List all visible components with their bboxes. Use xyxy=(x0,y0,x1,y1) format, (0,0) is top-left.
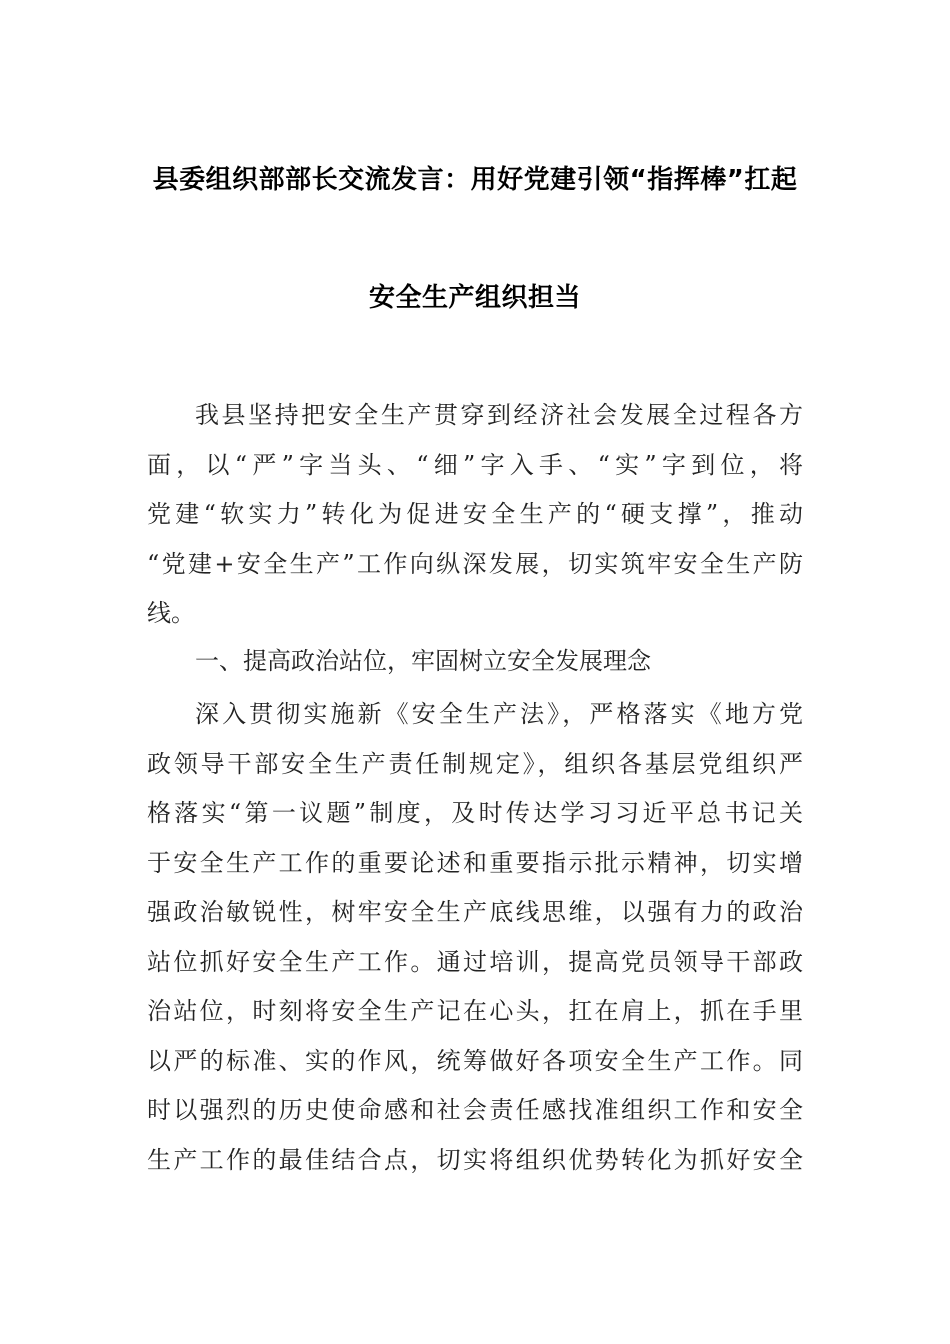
document-title-line-1: 县委组织部部长交流发言：用好党建引领“指挥棒”扛起 xyxy=(152,165,798,195)
paragraph-line: 政领导干部安全生产责任制规定》，组织各基层党组织严 xyxy=(147,749,803,778)
paragraph-line: “党建+安全生产”工作向纵深发展，切实筑牢安全生产防 xyxy=(147,549,803,578)
paragraph-line: 时以强烈的历史使命感和社会责任感找准组织工作和安全 xyxy=(147,1096,803,1124)
document-title-line-2: 安全生产组织担当 xyxy=(368,283,581,313)
paragraph-line: 党建“软实力”转化为促进安全生产的“硬支撑”，推动 xyxy=(147,500,803,528)
section-heading-1 xyxy=(147,637,803,687)
paragraph-line: 站位抓好安全生产工作。通过培训，提高党员领导干部政 xyxy=(147,947,803,976)
intro-paragraph xyxy=(147,391,803,639)
paragraph-line: 面，以“严”字当头、“细”字入手、“实”字到位，将 xyxy=(147,450,803,479)
section-heading-text: 一、提高政治站位，牢固树立安全发展理念 xyxy=(195,647,651,675)
paragraph-line: 格落实“第一议题”制度，及时传达学习习近平总书记关 xyxy=(147,799,803,827)
section-1-paragraph xyxy=(147,690,803,1185)
paragraph-line: 于安全生产工作的重要论述和重要指示批示精神，切实增 xyxy=(147,848,803,877)
paragraph-line: 生产工作的最佳结合点，切实将组织优势转化为抓好安全 xyxy=(147,1145,803,1174)
paragraph-line: 治站位，时刻将安全生产记在心头，扛在肩上，抓在手里 xyxy=(147,997,803,1025)
paragraph-line: 以严的标准、实的作风，统筹做好各项安全生产工作。同 xyxy=(147,1046,803,1075)
paragraph-line: 我县坚持把安全生产贯穿到经济社会发展全过程各方 xyxy=(195,401,803,429)
paragraph-line: 线。 xyxy=(147,599,195,627)
paragraph-line: 强政治敏锐性，树牢安全生产底线思维，以强有力的政治 xyxy=(147,898,803,926)
paragraph-line: 深入贯彻实施新《安全生产法》，严格落实《地方党 xyxy=(195,700,803,728)
